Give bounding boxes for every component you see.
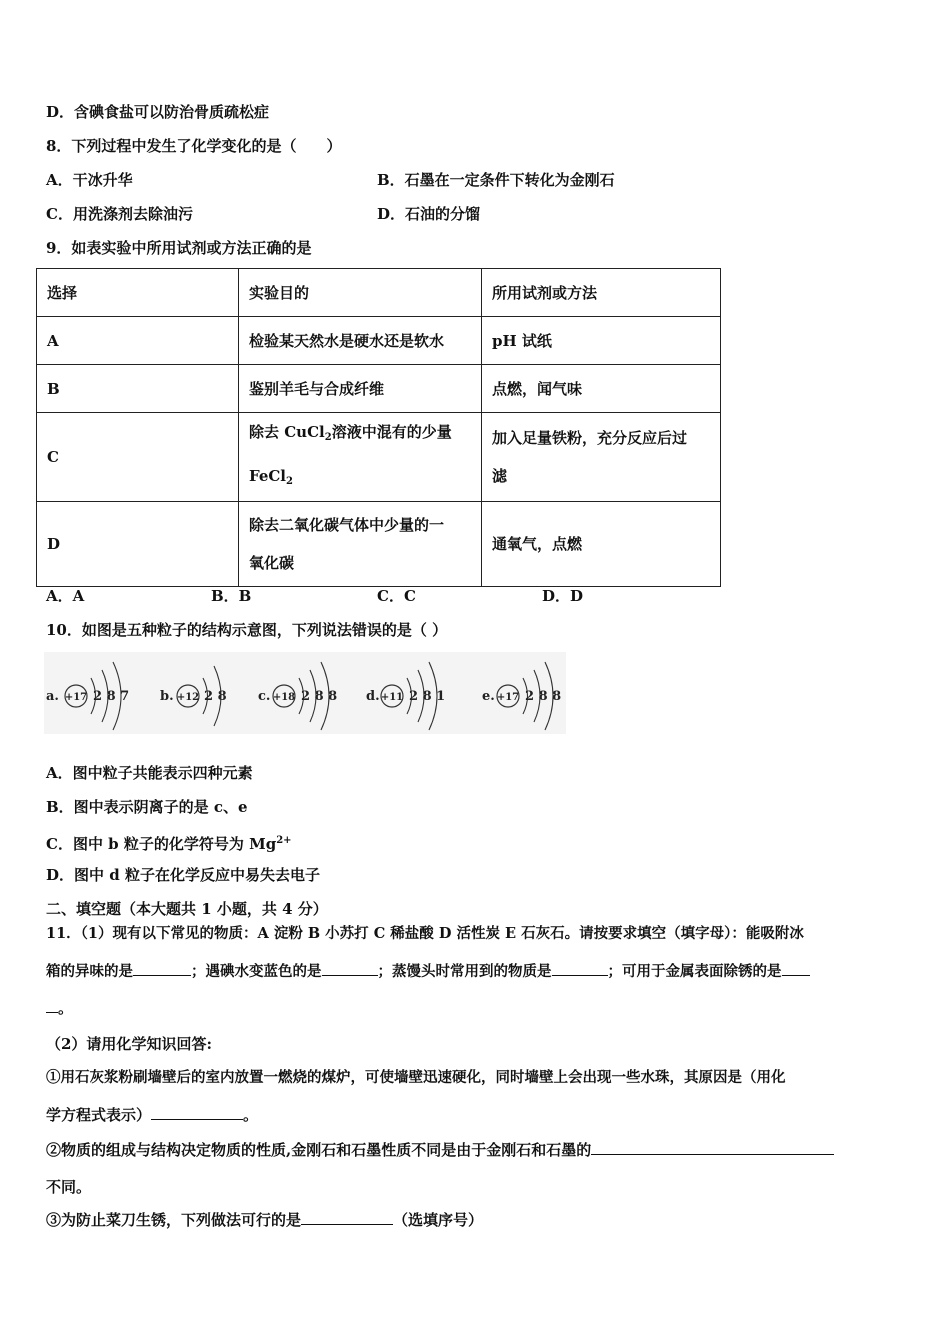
q9-table [36,268,721,587]
particle-c-shells: 2 8 8 [301,689,338,704]
q8-stem: 8．下列过程中发生了化学变化的是（ ） [46,137,342,155]
blank-1[interactable] [133,961,191,976]
section-2-heading: 二、填空题（本大题共 1 小题，共 4 分） [46,900,328,918]
q11-line-1: 11．（1）现有以下常见的物质：A 淀粉 B 小苏打 C 稀盐酸 D 活性炭 E 石灰石。请按要求填空（填字母）：能吸附冰 [46,925,804,942]
row-d-method: 通氧气，点燃 [482,502,721,587]
blank-equation[interactable] [151,1105,243,1120]
q11-line-3: 。 [46,998,73,1018]
q11-p1-line-2: 学方程式表示） 。 [46,1106,259,1124]
header-choice: 选择 [37,269,239,317]
particle-b-nucleus: +12 [176,692,200,703]
particle-a-nucleus: +17 [64,692,88,703]
q9-stem: 9．如表实验中所用试剂或方法正确的是 [46,239,312,257]
particle-e-nucleus: +17 [496,692,520,703]
row-b-choice: B [37,365,239,413]
q8-option-c: C．用洗涤剂去除油污 [46,205,193,223]
row-a-purpose: 检验某天然水是硬水还是软水 [239,317,482,365]
q10-option-c: C．图中 b 粒子的化学符号为 $Mg^{2+}$ [46,835,292,853]
blank-rust[interactable] [301,1210,393,1225]
q9-option-b: B．B [211,587,252,605]
q10-stem: 10．如图是五种粒子的结构示意图，下列说法错误的是（ ） [46,621,448,639]
row-c-choice: C [37,413,239,502]
q7-option-d: D．含碘食盐可以防治骨质疏松症 [46,103,270,121]
q9-options [46,585,746,605]
q9-option-c: C．C [377,587,416,605]
q9-option-d: D．D [542,587,584,605]
row-d-choice: D [37,502,239,587]
table-row [37,502,721,587]
particle-d-shells: 2 8 1 [409,689,446,704]
particle-d-label: d. [366,689,380,704]
table-row [37,365,721,413]
blank-4[interactable] [782,961,810,976]
header-method: 所用试剂或方法 [482,269,721,317]
particle-c-label: c. [258,689,271,704]
row-c-purpose: 除去 CuCl$_2$溶液中混有的少量 FeCl$_2$ [239,413,482,502]
q10-option-b: B．图中表示阴离子的是 c、e [46,798,248,816]
q11-p3-line-1: ③为防止菜刀生锈，下列做法可行的是 （选填序号） [46,1211,484,1229]
row-b-method: 点燃，闻气味 [482,365,721,413]
blank-2[interactable] [322,961,378,976]
q9-option-a: A．A [46,587,85,605]
q11-line-2: 箱的异味的是 ；遇碘水变蓝色的是 ；蒸馒头时常用到的物质是 ；可用于金属表面除锈的是 [46,961,810,982]
blank-structure[interactable] [591,1140,834,1155]
blank-4-cont [46,998,58,1013]
q11-p2-line-1: ②物质的组成与结构决定物质的性质,金刚石和石墨性质不同是由于金刚石和石墨的 [46,1140,834,1160]
table-row [37,317,721,365]
particle-d-nucleus: +11 [380,692,404,703]
row-c-method: 加入足量铁粉，充分反应后过 滤 [482,413,721,502]
particle-c-nucleus: +18 [272,692,296,703]
table-row [37,413,721,502]
particle-a-shells: 2 8 7 [93,689,130,704]
blank-3[interactable] [552,961,608,976]
q11-part-2: （2）请用化学知识回答: [46,1035,212,1053]
particle-b-shells: 2 8 [204,689,227,704]
row-a-choice: A [37,317,239,365]
q10-option-a: A．图中粒子共能表示四种元素 [46,764,253,782]
particle-b-label: b. [160,689,174,704]
row-a-method: pH 试纸 [482,317,721,365]
q8-option-d: D．石油的分馏 [377,205,481,223]
atom-structure-diagram [44,652,566,734]
q8-option-a: A．干冰升华 [46,171,133,189]
q11-p1-line-1: ①用石灰浆粉刷墙壁后的室内放置一燃烧的煤炉，可使墙壁迅速硬化，同时墙壁上会出现一些水珠，其原因是（用化 [46,1069,786,1086]
q11-p2-line-2: 不同。 [46,1178,92,1196]
q8-option-b: B．石墨在一定条件下转化为金刚石 [377,171,615,189]
particle-e-shells: 2 8 8 [525,689,562,704]
table-header-row [37,269,721,317]
particle-a-label: a. [46,689,59,704]
header-purpose: 实验目的 [239,269,482,317]
particle-e-label: e. [482,689,495,704]
q10-option-d: D．图中 d 粒子在化学反应中易失去电子 [46,866,320,884]
row-b-purpose: 鉴别羊毛与合成纤维 [239,365,482,413]
row-d-purpose: 除去二氧化碳气体中少量的一 氧化碳 [239,502,482,587]
